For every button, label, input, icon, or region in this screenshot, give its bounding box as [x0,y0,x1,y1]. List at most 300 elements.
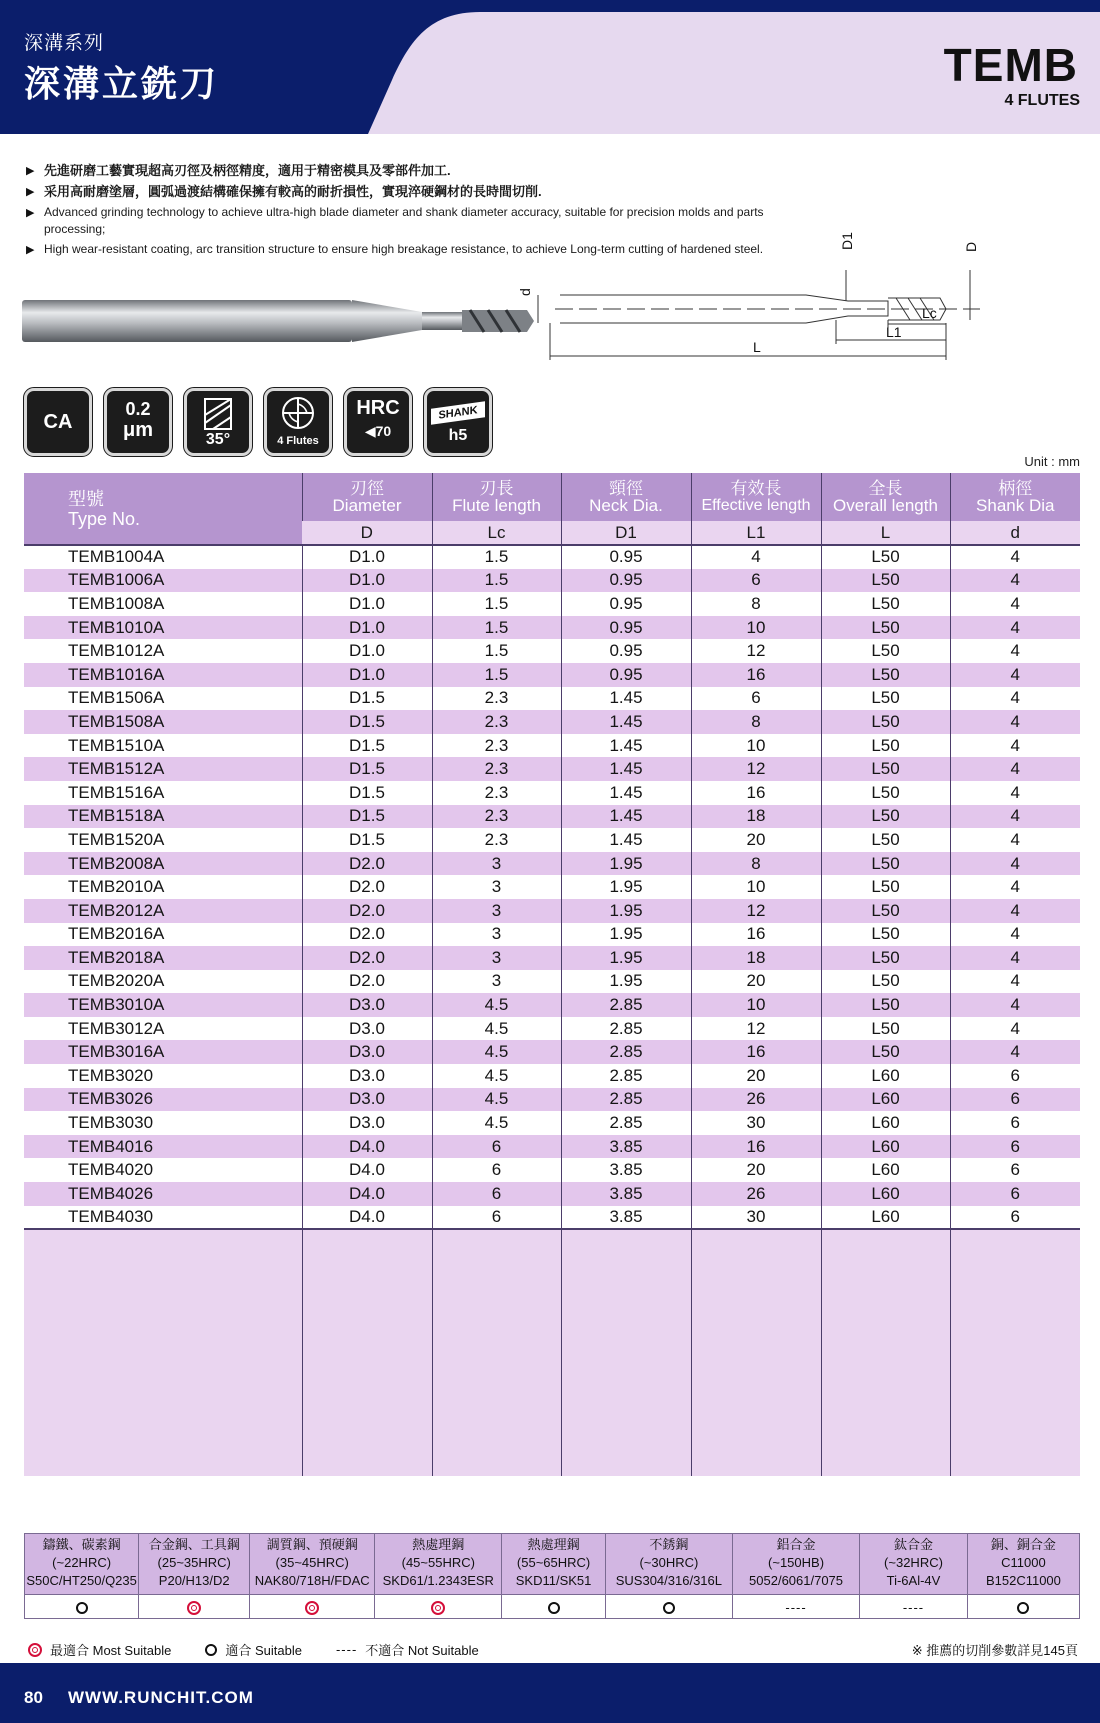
label-L: L [753,339,761,355]
flute-length-cell: 3 [432,923,561,947]
diameter-cell: D1.0 [302,592,432,616]
overall-length-cell: L50 [821,687,950,711]
unit-label: Unit : mm [1024,454,1080,469]
table-row [24,569,1080,593]
type-no-cell: TEMB1508A [24,710,302,734]
shank-dia-cell: 4 [950,993,1080,1017]
symbol-d: d [950,521,1080,545]
material-hardness: (~32HRC) [860,1554,968,1572]
column-header-flute-length: 刃長 Flute length [432,473,561,521]
effective-length-cell: 18 [691,805,821,829]
type-no-cell: TEMB3016A [24,1040,302,1064]
neck-dia-cell: 3.85 [561,1182,691,1206]
material-hardness: (~30HRC) [605,1554,732,1572]
type-no-cell: TEMB1010A [24,616,302,640]
diameter-cell: D2.0 [302,875,432,899]
shank-dia-cell: 4 [950,805,1080,829]
shank-dia-cell: 4 [950,781,1080,805]
flute-length-cell: 3 [432,946,561,970]
overall-length-cell: L50 [821,734,950,758]
flute-length-cell: 2.3 [432,710,561,734]
type-no-cell: TEMB3012A [24,1017,302,1041]
table-row [24,757,1080,781]
neck-dia-cell: 3.85 [561,1135,691,1159]
flute-length-cell: 4.5 [432,1088,561,1112]
material-grades: SUS304/316/316L [605,1572,732,1595]
material-rating [25,1595,139,1619]
type-no-cell: TEMB2018A [24,946,302,970]
effective-length-cell: 12 [691,899,821,923]
shank-dia-cell: 4 [950,734,1080,758]
neck-dia-cell: 1.95 [561,899,691,923]
effective-length-cell: 20 [691,1158,821,1182]
diameter-cell: D1.5 [302,734,432,758]
symbol-Lc: Lc [432,521,561,545]
shank-dia-cell: 4 [950,569,1080,593]
overall-length-cell: L50 [821,946,950,970]
legend-most-suitable: 最適合 Most Suitable [28,1640,171,1659]
diameter-cell: D3.0 [302,993,432,1017]
triangle-bullet-icon: ▶ [26,244,35,256]
not-suitable-mark: ---- [335,1642,358,1657]
material-rating [732,1595,859,1619]
material-hardness: (35~45HRC) [250,1554,375,1572]
material-grades: S50C/HT250/Q235 [25,1572,139,1595]
effective-length-cell: 18 [691,946,821,970]
column-header-effective-length: 有效長 Effective length [691,473,821,521]
type-no-cell: TEMB2008A [24,852,302,876]
material-grades: B152C11000 [967,1572,1079,1595]
shank-dia-cell: 4 [950,592,1080,616]
feature-text: High wear-resistant coating, arc transition structure to ensure high breakage resistance, to achieve Long-term cutting of hardened steel. [44,242,764,256]
cutting-parameter-note: ※ 推薦的切削參數詳見145頁 [911,1643,1078,1658]
type-no-cell: TEMB1004A [24,545,302,569]
table-row [24,545,1080,569]
four-flute-cross-section-icon [267,394,329,434]
diameter-cell: D1.0 [302,569,432,593]
diameter-cell: D3.0 [302,1017,432,1041]
type-no-cell: TEMB3026 [24,1088,302,1112]
effective-length-cell: 30 [691,1206,821,1230]
type-no-cell: TEMB1008A [24,592,302,616]
material-suitability-table [24,1533,1080,1619]
flutes-label: 4 FLUTES [1004,92,1080,109]
effective-length-cell: 8 [691,710,821,734]
flute-length-cell: 4.5 [432,1064,561,1088]
type-no-cell: TEMB1506A [24,687,302,711]
table-row [24,993,1080,1017]
table-row [24,734,1080,758]
effective-length-cell: 10 [691,875,821,899]
table-empty-area [24,1229,1080,1476]
overall-length-cell: L60 [821,1158,950,1182]
specification-table [24,473,1080,1476]
table-row [24,1135,1080,1159]
effective-length-cell: 16 [691,1135,821,1159]
table-row [24,781,1080,805]
overall-length-cell: L50 [821,970,950,994]
type-no-cell: TEMB1518A [24,805,302,829]
flute-length-cell: 2.3 [432,734,561,758]
material-name: 鑄鐵、碳素鋼 [25,1534,139,1555]
empty-cell [950,1229,1080,1476]
series-label: 深溝系列 [24,33,105,54]
neck-dia-cell: 0.95 [561,639,691,663]
neck-dia-cell: 3.85 [561,1206,691,1230]
effective-length-cell: 8 [691,592,821,616]
type-no-cell: TEMB1016A [24,663,302,687]
table-row [24,805,1080,829]
neck-dia-cell: 0.95 [561,616,691,640]
shank-dia-cell: 4 [950,828,1080,852]
column-header-shank-dia: 柄徑 Shank Dia [950,473,1080,521]
suitable-icon [205,1644,217,1656]
overall-length-cell: L50 [821,899,950,923]
type-no-cell: TEMB1520A [24,828,302,852]
shank-dia-cell: 4 [950,875,1080,899]
shank-dia-cell: 6 [950,1158,1080,1182]
shank-dia-cell: 4 [950,639,1080,663]
material-rating [502,1595,605,1619]
shank-dia-cell: 4 [950,687,1080,711]
flute-length-cell: 2.3 [432,828,561,852]
table-row [24,663,1080,687]
effective-length-cell: 12 [691,1017,821,1041]
overall-length-cell: L60 [821,1182,950,1206]
helix-lines-icon [187,395,249,435]
diameter-cell: D1.5 [302,757,432,781]
column-header-type: 型號 Type No. [24,473,302,545]
diameter-cell: D1.5 [302,805,432,829]
diameter-cell: D3.0 [302,1088,432,1112]
overall-length-cell: L50 [821,592,950,616]
material-rating-row [25,1595,1080,1619]
neck-dia-cell: 0.95 [561,592,691,616]
most-suitable-icon [431,1601,445,1615]
shank-dia-cell: 6 [950,1135,1080,1159]
triangle-bullet-icon: ▶ [26,207,35,219]
tolerance-icon: 0.2 μm [104,388,172,456]
diameter-cell: D1.5 [302,687,432,711]
overall-length-cell: L50 [821,805,950,829]
neck-dia-cell: 2.85 [561,1088,691,1112]
empty-cell [302,1229,432,1476]
type-no-cell: TEMB1512A [24,757,302,781]
label-L1: L1 [886,324,902,340]
flute-length-cell: 1.5 [432,663,561,687]
flute-length-cell: 1.5 [432,616,561,640]
helix-angle-icon: 35° [184,388,252,456]
overall-length-cell: L60 [821,1111,950,1135]
overall-length-cell: L50 [821,569,950,593]
table-row [24,1206,1080,1230]
flute-length-cell: 4.5 [432,1111,561,1135]
column-header-neck-dia: 頸徑 Neck Dia. [561,473,691,521]
table-row [24,1088,1080,1112]
effective-length-cell: 20 [691,1064,821,1088]
table-row [24,852,1080,876]
material-name: 銅、銅合金 [967,1534,1079,1555]
material-grades: P20/H13/D2 [139,1572,250,1595]
type-no-cell: TEMB3030 [24,1111,302,1135]
table-row [24,946,1080,970]
not-suitable-mark: ---- [902,1599,925,1615]
empty-cell [561,1229,691,1476]
symbol-D: D [302,521,432,545]
neck-dia-cell: 3.85 [561,1158,691,1182]
label-D1: D1 [839,232,855,250]
table-header-row [24,473,1080,521]
neck-dia-cell: 1.45 [561,757,691,781]
table-row [24,639,1080,663]
suitable-icon [663,1602,675,1614]
feature-list [26,162,786,262]
material-name: 鈦合金 [860,1534,968,1555]
page-number: 80 [24,1688,43,1707]
table-row [24,970,1080,994]
effective-length-cell: 12 [691,757,821,781]
shank-dia-cell: 6 [950,1206,1080,1230]
effective-length-cell: 6 [691,569,821,593]
flute-length-cell: 2.3 [432,687,561,711]
material-hardness: (25~35HRC) [139,1554,250,1572]
neck-dia-cell: 1.45 [561,805,691,829]
table-row [24,616,1080,640]
effective-length-cell: 16 [691,663,821,687]
effective-length-cell: 20 [691,828,821,852]
diameter-cell: D1.5 [302,710,432,734]
neck-dia-cell: 2.85 [561,1040,691,1064]
table-row [24,899,1080,923]
table-row [24,923,1080,947]
shank-dia-cell: 6 [950,1111,1080,1135]
overall-length-cell: L50 [821,639,950,663]
flute-length-cell: 1.5 [432,569,561,593]
table-row [24,828,1080,852]
flute-length-cell: 2.3 [432,781,561,805]
neck-dia-cell: 1.45 [561,828,691,852]
material-name: 調質鋼、預硬鋼 [250,1534,375,1555]
column-header-overall-length: 全長 Overall length [821,473,950,521]
table-row [24,710,1080,734]
material-name: 熱處理鋼 [375,1534,502,1555]
series-title: 深溝立銑刀 [24,63,220,104]
empty-cell [821,1229,950,1476]
diameter-cell: D2.0 [302,923,432,947]
flute-length-cell: 1.5 [432,639,561,663]
diameter-cell: D3.0 [302,1111,432,1135]
shank-tolerance-icon: SHANK h5 [424,388,492,456]
flute-length-cell: 3 [432,852,561,876]
overall-length-cell: L60 [821,1064,950,1088]
flute-length-cell: 2.3 [432,805,561,829]
legend-not-suitable: ---- 不適合 Not Suitable [335,1642,479,1658]
diameter-cell: D2.0 [302,899,432,923]
label-d: d [517,288,533,296]
neck-dia-cell: 2.85 [561,1064,691,1088]
diameter-cell: D3.0 [302,1040,432,1064]
effective-length-cell: 4 [691,545,821,569]
page-footer [0,1663,1100,1723]
diameter-cell: D3.0 [302,1064,432,1088]
effective-length-cell: 30 [691,1111,821,1135]
label-D: D [963,241,979,252]
material-grades: SKD11/SK51 [502,1572,605,1595]
suitable-icon [1017,1602,1029,1614]
material-name: 鋁合金 [732,1534,859,1555]
shank-dia-cell: 4 [950,545,1080,569]
shank-dia-cell: 4 [950,852,1080,876]
most-suitable-icon [28,1643,42,1657]
type-no-cell: TEMB3020 [24,1064,302,1088]
triangle-bullet-icon: ▶ [26,186,35,198]
flute-length-cell: 3 [432,970,561,994]
overall-length-cell: L50 [821,993,950,1017]
material-grades: SKD61/1.2343ESR [375,1572,502,1595]
neck-dia-cell: 2.85 [561,993,691,1017]
type-no-cell: TEMB4020 [24,1158,302,1182]
diameter-cell: D1.0 [302,663,432,687]
shank-dia-cell: 6 [950,1064,1080,1088]
material-hardness: (55~65HRC) [502,1554,605,1572]
table-row [24,1182,1080,1206]
type-no-cell: TEMB2010A [24,875,302,899]
table-row [24,1040,1080,1064]
shank-dia-cell: 4 [950,946,1080,970]
end-mill-photo [22,290,542,350]
material-grades: 5052/6061/7075 [732,1572,859,1595]
neck-dia-cell: 1.45 [561,734,691,758]
diameter-cell: D1.5 [302,781,432,805]
material-hardness: (~22HRC) [25,1554,139,1572]
overall-length-cell: L50 [821,875,950,899]
neck-dia-cell: 0.95 [561,663,691,687]
overall-length-cell: L50 [821,1040,950,1064]
diameter-cell: D4.0 [302,1206,432,1230]
model-code: TEMB [943,39,1078,91]
shank-dia-cell: 4 [950,757,1080,781]
effective-length-cell: 16 [691,781,821,805]
empty-cell [691,1229,821,1476]
neck-dia-cell: 1.95 [561,923,691,947]
shank-dia-cell: 4 [950,1040,1080,1064]
neck-dia-cell: 1.45 [561,781,691,805]
neck-dia-cell: 1.95 [561,970,691,994]
most-suitable-icon [305,1601,319,1615]
column-header-diameter: 刃徑 Diameter [302,473,432,521]
effective-length-cell: 12 [691,639,821,663]
effective-length-cell: 20 [691,970,821,994]
dimension-diagram [517,232,1080,400]
suitable-icon [76,1602,88,1614]
overall-length-cell: L50 [821,923,950,947]
diameter-cell: D4.0 [302,1135,432,1159]
material-grade-row [25,1572,1080,1595]
flute-length-cell: 1.5 [432,592,561,616]
shank-dia-cell: 6 [950,1088,1080,1112]
shank-dia-cell: 4 [950,899,1080,923]
diameter-cell: D4.0 [302,1158,432,1182]
material-hardness: (~150HB) [732,1554,859,1572]
shank-dia-cell: 4 [950,923,1080,947]
flute-length-cell: 6 [432,1158,561,1182]
hardness-icon: HRC ◀70 [344,388,412,456]
type-no-cell: TEMB2020A [24,970,302,994]
most-suitable-icon [187,1601,201,1615]
neck-dia-cell: 1.45 [561,687,691,711]
suitable-icon [548,1602,560,1614]
type-no-cell: TEMB1006A [24,569,302,593]
material-name-row [25,1534,1080,1555]
material-grades: NAK80/718H/FDAC [250,1572,375,1595]
diameter-cell: D1.0 [302,616,432,640]
feature-item [26,204,786,238]
material-name: 合金鋼、工具鋼 [139,1534,250,1555]
flute-length-cell: 4.5 [432,1040,561,1064]
diameter-cell: D2.0 [302,852,432,876]
material-hardness-row [25,1554,1080,1572]
shank-dia-cell: 4 [950,970,1080,994]
effective-length-cell: 26 [691,1182,821,1206]
feature-text: Advanced grinding technology to achieve ultra-high blade diameter and shank diameter accuracy, suitable for precision molds and parts processing; [44,205,764,236]
overall-length-cell: L50 [821,757,950,781]
table-body [24,545,1080,1476]
feature-text: 先進研磨工藝實現超高刃徑及柄徑精度，適用于精密模具及零部件加工. [44,163,451,178]
neck-dia-cell: 2.85 [561,1017,691,1041]
type-no-cell: TEMB1012A [24,639,302,663]
overall-length-cell: L60 [821,1206,950,1230]
type-no-cell: TEMB1510A [24,734,302,758]
type-no-cell: TEMB2012A [24,899,302,923]
effective-length-cell: 16 [691,1040,821,1064]
diameter-cell: D4.0 [302,1182,432,1206]
overall-length-cell: L60 [821,1135,950,1159]
website-link[interactable]: WWW.RUNCHIT.COM [68,1688,254,1707]
effective-length-cell: 6 [691,687,821,711]
table-row [24,1064,1080,1088]
type-no-cell: TEMB4016 [24,1135,302,1159]
neck-dia-cell: 1.45 [561,710,691,734]
overall-length-cell: L50 [821,828,950,852]
material-hardness: (45~55HRC) [375,1554,502,1572]
table-row [24,1111,1080,1135]
table-row [24,1158,1080,1182]
material-rating [967,1595,1079,1619]
material-rating [860,1595,968,1619]
flute-length-cell: 4.5 [432,1017,561,1041]
effective-length-cell: 10 [691,734,821,758]
diameter-cell: D2.0 [302,970,432,994]
effective-length-cell: 26 [691,1088,821,1112]
spec-icon-row [24,388,492,456]
table-row [24,875,1080,899]
overall-length-cell: L50 [821,781,950,805]
feature-text: 采用高耐磨塗層，圓弧過渡結構確保擁有較高的耐折損性，實現淬硬鋼材的長時間切削. [44,184,542,199]
table-row [24,687,1080,711]
effective-length-cell: 10 [691,616,821,640]
flutes-icon: 4 Flutes [264,388,332,456]
overall-length-cell: L50 [821,1017,950,1041]
page-header [0,0,1100,134]
material-rating [139,1595,250,1619]
overall-length-cell: L50 [821,852,950,876]
overall-length-cell: L50 [821,710,950,734]
suitability-legend [28,1640,513,1659]
material-name: 不銹鋼 [605,1534,732,1555]
shank-dia-cell: 4 [950,616,1080,640]
overall-length-cell: L50 [821,616,950,640]
effective-length-cell: 8 [691,852,821,876]
